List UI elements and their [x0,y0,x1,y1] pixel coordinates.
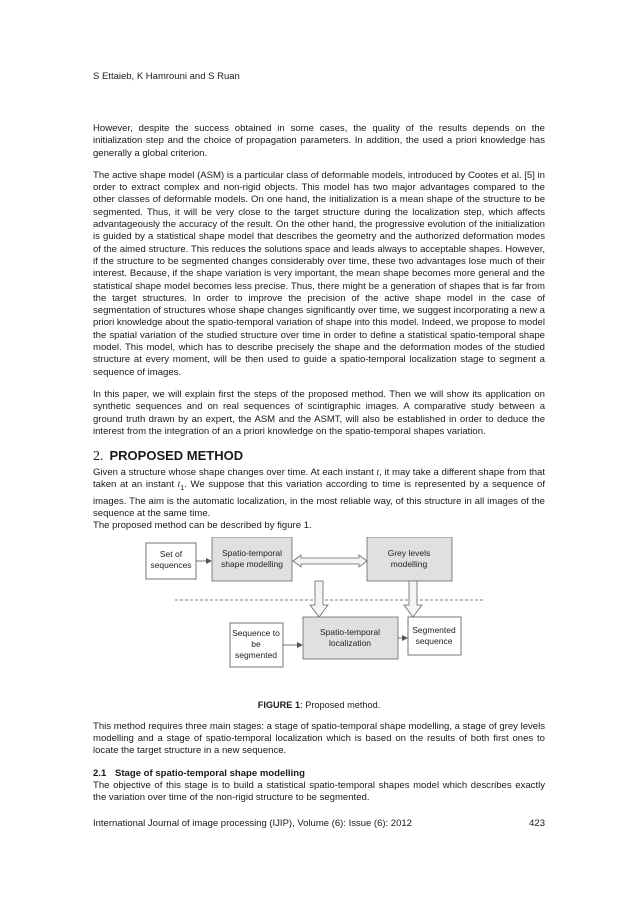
section-title: PROPOSED METHOD [109,448,244,464]
down-arrow-grey [404,581,422,617]
section-heading [93,448,545,464]
box-label: sequence [415,635,453,646]
paragraph [93,467,545,520]
page-number: 423 [529,818,545,829]
running-header: S Ettaieb, K Hamrouni and S Ruan [93,71,240,82]
arrowhead [402,635,408,641]
double-arrow [293,555,367,567]
math-symbol: t [376,467,380,479]
paragraph: However, despite the success obtained in some cases, the quality of the results depends on the initialization step and the choice of propagation parameters. In addition, the used a priori knowledge has generally a global criterion. [93,123,545,159]
box-label: Sequence to [232,627,280,638]
paragraph: This method requires three main stages: a stage of spatio-temporal shape modelling, a stage of grey levels modelling and a stage of spatio-temporal localization which is based on the results of both first ones to locate the target structure in a new sequence. [93,720,545,757]
text-run: , it may take a different shape from that taken at an instant [93,467,545,491]
math-symbol: t [177,479,181,491]
box-label: segmented [234,649,278,660]
figure-1 [93,537,545,699]
box-label: Segmented [412,624,456,635]
box-label: Grey levels [387,547,431,558]
text-run: Given a structure whose shape changes over time. At each instant [93,467,377,479]
box-label: modelling [390,558,428,569]
journal-citation: International Journal of image processing (IJIP), Volume (6): Issue (6): 2012 [93,818,412,829]
paragraph: The proposed method can be described by figure 1. [93,520,312,532]
paragraph: The objective of this stage is to build a statistical spatio-temporal shapes model which describes exactly the variation over time of the non-rigid structure to be segmented. [93,780,545,804]
subsection-title: Stage of spatio-temporal shape modelling [115,767,305,779]
figure-caption [93,699,545,711]
caption-label: FIGURE 1 [257,699,301,710]
box-label: localization [328,637,372,648]
paragraph: In this paper, we will explain first the steps of the proposed method. Then we will show its application on synthetic sequences and on real sequences of scintigraphic images. A comparative study between a ground truth drawn by an expert, the ASM and the ASMT, will also be established in order to deduce the interest from the integration of an a priori knowledge on the spatio-temporal shapes variation. [93,388,545,437]
body-text [93,123,545,805]
subsection-heading [93,768,545,780]
subsection-number: 2.1 [93,767,107,779]
box-label: Set of [159,548,183,559]
box-label: be [251,638,261,649]
down-arrow-shape [310,581,328,617]
arrowhead [297,642,303,648]
math-subscript: 1 [180,485,185,493]
section-number: 2. [93,449,104,465]
page-footer [93,818,545,829]
box-label: Spatio-temporal [319,626,381,637]
box-label: shape modelling [221,558,283,569]
box-label: Spatio-temporal [221,547,283,558]
caption-text: : Proposed method. [300,699,381,710]
arrowhead [206,558,212,564]
box-label: sequences [150,559,192,570]
flow-diagram [93,537,545,699]
paragraph: The active shape model (ASM) is a particular class of deformable models, introduced by Cootes et al. [5] in order to extract complex and non-rigid objects. This model has two major advantages compared to the other classes of deformable models. On one hand, the initialization is a mean shape of the structure to be segmented. Thus, it will be very close to the target structure during the localization step, which affects advantageously the accuracy of the result. On the other hand, the progressive evolution of the initialization is guided by a statistical shape model that describes the geometry and the authorized deformation modes of the aimed structure. This reduces the solutions space and leads always to acceptable shapes. However, if the structure to be segmented changes considerably over time, these two advantages lose much of their interest. Because, if the shape variation is very important, the mean shape becomes more general and the statistical shape model becomes less precise. Thus, there might be a generation of shapes that is far from the target structures. In order to improve the precision of the active shape model in the case of segmentation of structures whose shape changes significantly over time, we suggest incorporating a new a priori knowledge about the spatio-temporal variation of shape into this model. Indeed, we propose to model the spatial variation of the studied structure over time in order to define a statistical spatio-temporal shape model. This model, which has to describe precisely the shape and the deformation modes of the studied structure at every moment, will be then used to guide a spatio-temporal localization stage to segment a sequence of images. [93,169,545,378]
text-run: . We suppose that this variation according to time is represented by a sequence of images. The aim is the automatic localization, in the most reliable way, of this structure in all images of the sequence at the same time. [93,479,545,519]
